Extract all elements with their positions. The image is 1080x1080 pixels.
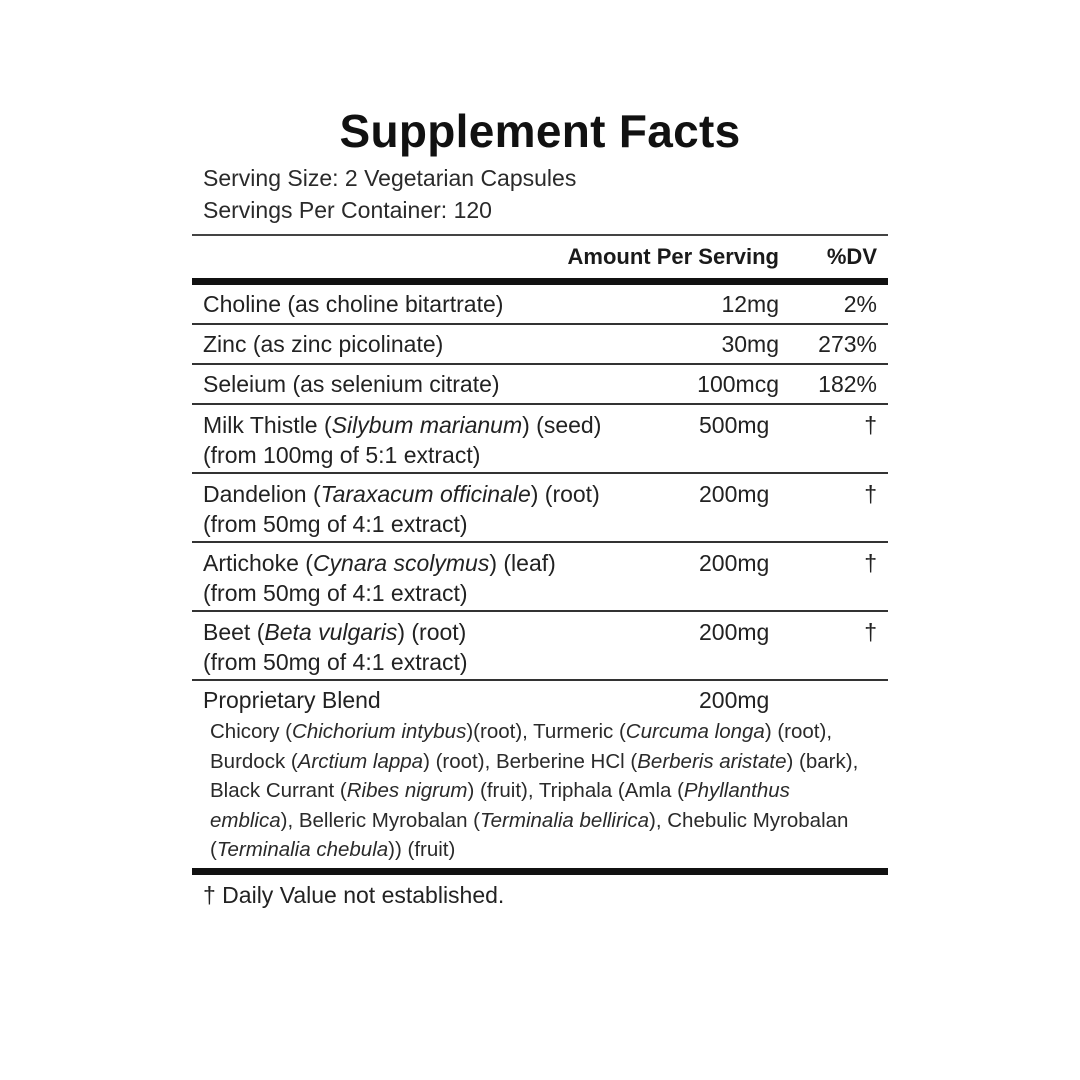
blend-text: ), Chebulic Myrobalan (: [210, 808, 849, 861]
blend-text: ) (bark), Black Currant (: [210, 749, 859, 802]
dv-header: %DV: [826, 244, 877, 269]
herb-name: Beet (Beta vulgaris) (root) (from 50mg of 4:1 extract): [203, 619, 468, 675]
extract-note: (from 50mg of 4:1 extract): [203, 649, 468, 675]
latin-name: Ribes nigrum: [346, 779, 468, 802]
blend-text: )) (fruit): [388, 838, 456, 861]
herb-row: [192, 405, 888, 474]
footnote: † Daily Value not established.: [203, 882, 505, 908]
nutrient-row: [192, 365, 888, 405]
herb-list: [192, 405, 888, 681]
latin-name: Curcuma longa: [625, 720, 765, 743]
herb-row: [192, 612, 888, 681]
servings-per-container: Servings Per Container: 120: [203, 197, 492, 223]
latin-name: Silybum marianum: [331, 412, 523, 438]
herb-name: Dandelion (Taraxacum officinale) (root) (from 50mg of 4:1 extract): [203, 481, 600, 537]
blend-amount: 200mg: [699, 687, 770, 713]
herb-amount: 500mg: [699, 412, 770, 438]
nutrient-dv: 2%: [843, 291, 877, 317]
herb-amount: 200mg: [699, 550, 770, 576]
serving-size: Serving Size: 2 Vegetarian Capsules: [203, 165, 577, 191]
nutrient-row: [192, 285, 888, 325]
nutrient-amount: 100mcg: [697, 371, 779, 397]
column-header: [192, 236, 888, 278]
blend-text: ), Belleric Myrobalan (: [280, 808, 481, 832]
latin-name: Cynara scolymus: [312, 550, 490, 576]
panel-title: Supplement Facts: [339, 105, 741, 157]
nutrient-name: Zinc (as zinc picolinate): [203, 331, 444, 357]
blend-ingredients: [192, 717, 888, 865]
dagger-mark: †: [864, 550, 877, 576]
latin-name: Arctium lappa: [297, 749, 424, 773]
nutrient-amount: 30mg: [721, 331, 779, 357]
nutrient-name: Choline (as choline bitartrate): [203, 291, 504, 317]
dagger-mark: †: [864, 619, 877, 645]
blend-text: ) (root), Burdock (: [210, 720, 833, 773]
herb-name: Artichoke (Cynara scolymus) (leaf) (from 50mg of 4:1 extract): [203, 550, 556, 606]
extract-note: (from 50mg of 4:1 extract): [203, 580, 468, 606]
amount-header: Amount Per Serving: [567, 244, 779, 269]
extract-note: (from 100mg of 5:1 extract): [203, 442, 481, 468]
blend-text: Chicory (: [210, 720, 293, 743]
nutrient-row: [192, 325, 888, 365]
thick-divider: [192, 868, 888, 875]
latin-name: Berberis aristate: [637, 749, 787, 773]
nutrient-dv: 273%: [818, 331, 877, 357]
nutrient-amount: 12mg: [721, 291, 779, 317]
thick-divider: [192, 278, 888, 285]
latin-name: Beta vulgaris: [264, 619, 398, 645]
latin-name: Taraxacum officinale: [320, 481, 531, 507]
herb-row: [192, 543, 888, 612]
dagger-mark: †: [864, 412, 877, 438]
nutrient-list: [192, 285, 888, 405]
blend-text: ) (root), Berberine HCl (: [423, 749, 638, 773]
herb-row: [192, 474, 888, 543]
herb-amount: 200mg: [699, 481, 770, 507]
latin-name: Chichorium intybus: [292, 720, 467, 743]
supplement-facts-panel: [192, 100, 888, 911]
latin-name: Phyllanthus emblica: [210, 779, 790, 832]
blend-header: [192, 685, 888, 715]
latin-name: Terminalia bellirica: [480, 808, 650, 832]
herb-name: Milk Thistle (Silybum marianum) (seed) (from 100mg of 5:1 extract): [203, 412, 602, 468]
nutrient-dv: 182%: [818, 371, 877, 397]
blend-text: ) (fruit), Triphala (Amla (: [467, 779, 684, 802]
blend-text: )(root), Turmeric (: [466, 720, 626, 743]
blend-name: Proprietary Blend: [203, 687, 381, 713]
herb-amount: 200mg: [699, 619, 770, 645]
dagger-mark: †: [864, 481, 877, 507]
extract-note: (from 50mg of 4:1 extract): [203, 511, 468, 537]
nutrient-name: Seleium (as selenium citrate): [203, 371, 500, 397]
proprietary-blend: [192, 681, 888, 868]
latin-name: Terminalia chebula: [216, 838, 389, 861]
